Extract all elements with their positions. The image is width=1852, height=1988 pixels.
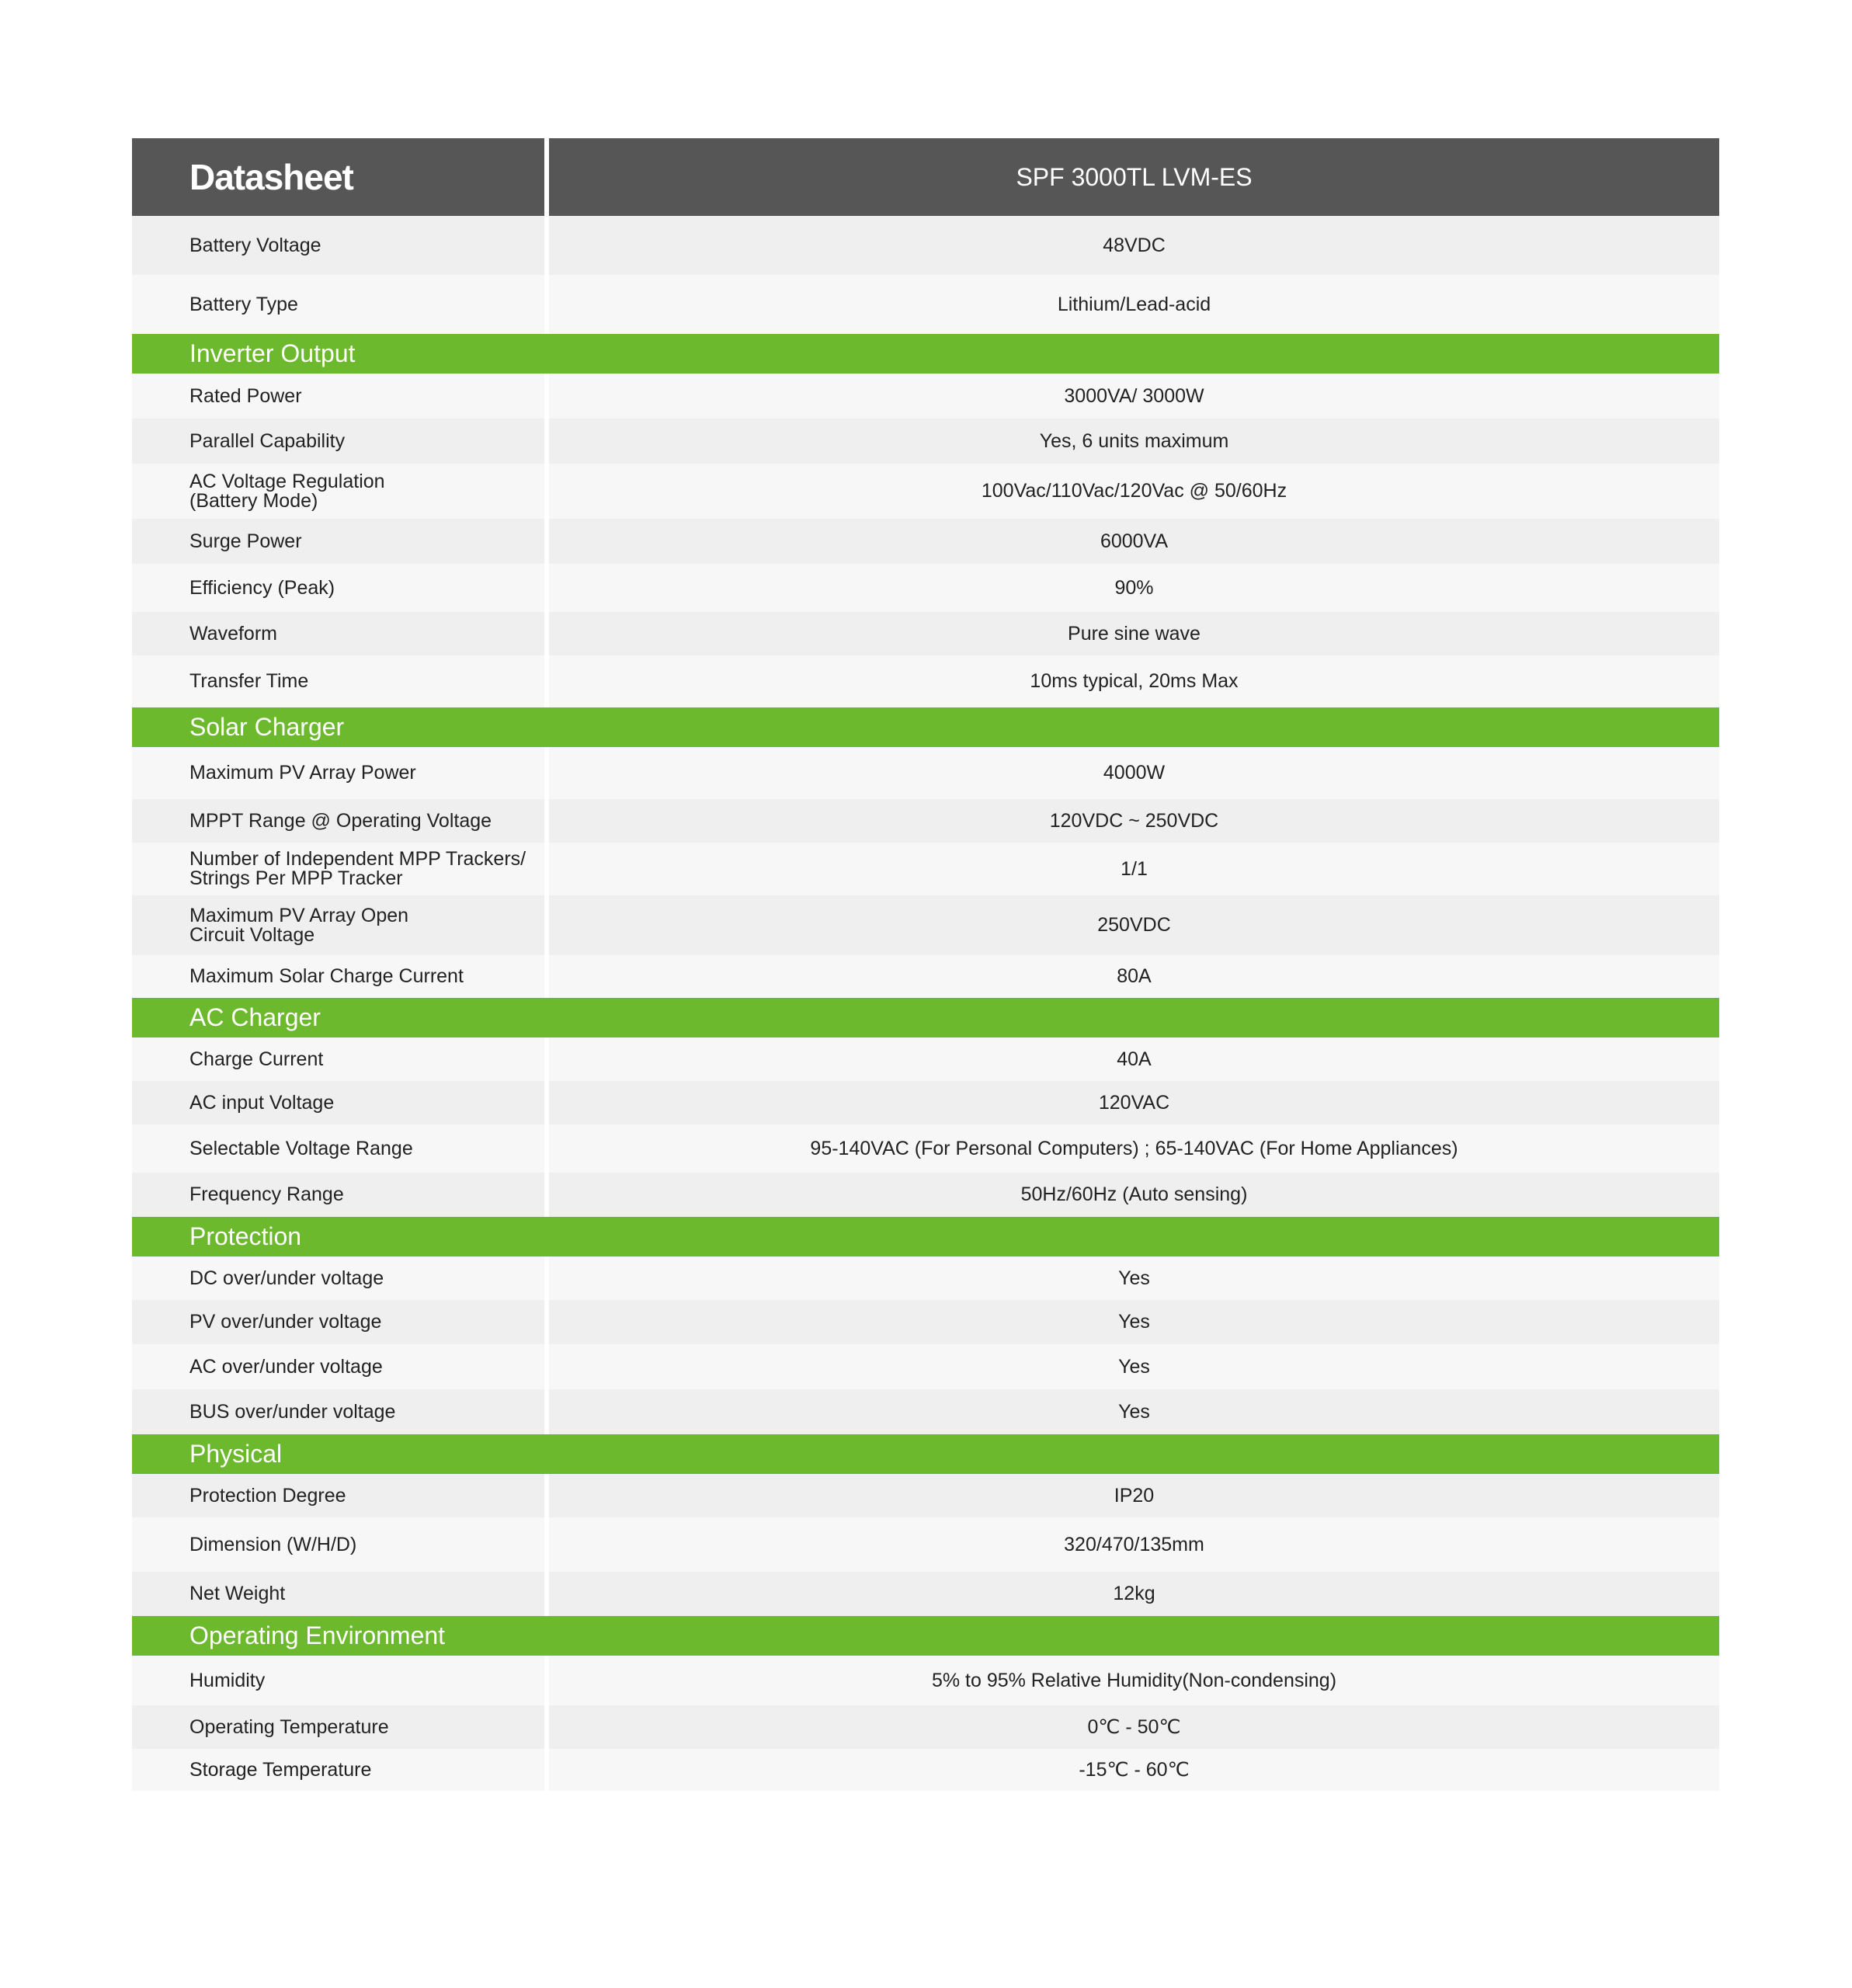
row-label: Waveform — [189, 622, 277, 645]
row-label: Surge Power — [189, 530, 302, 552]
row-label-line-2: Circuit Voltage — [189, 923, 315, 946]
row-value: 120VAC — [544, 1081, 1719, 1124]
row-value: Yes — [544, 1389, 1719, 1434]
row-label: Frequency Range — [189, 1183, 344, 1205]
table-row — [132, 1124, 1719, 1173]
row-value: Yes — [544, 1344, 1719, 1389]
row-value: -15℃ - 60℃ — [544, 1749, 1719, 1791]
table-row — [132, 799, 1719, 843]
row-value: 50Hz/60Hz (Auto sensing) — [544, 1173, 1719, 1217]
row-label-line-2: (Battery Mode) — [189, 489, 318, 512]
table-row — [132, 955, 1719, 998]
section-header-ac-charger: AC Charger — [132, 998, 1719, 1037]
section-header-physical: Physical — [132, 1434, 1719, 1474]
datasheet-table — [132, 138, 1719, 1791]
row-label: Maximum PV Array Power — [189, 762, 416, 784]
row-value: Yes, 6 units maximum — [544, 419, 1719, 464]
row-label: Selectable Voltage Range — [189, 1137, 413, 1159]
row-label: AC input Voltage — [189, 1091, 335, 1114]
row-label — [132, 843, 544, 895]
row-label: Net Weight — [189, 1583, 286, 1604]
table-row — [132, 519, 1719, 564]
row-label: BUS over/under voltage — [189, 1400, 396, 1423]
row-value: Pure sine wave — [544, 612, 1719, 655]
row-value: 4000W — [544, 747, 1719, 799]
table-row — [132, 843, 1719, 895]
row-value: 0℃ - 50℃ — [544, 1705, 1719, 1749]
row-value: 100Vac/110Vac/120Vac @ 50/60Hz — [544, 464, 1719, 519]
row-label-line-2: Strings Per MPP Tracker — [189, 867, 403, 889]
table-row — [132, 895, 1719, 955]
row-value: 3000VA/ 3000W — [544, 374, 1719, 419]
row-value: 48VDC — [544, 216, 1719, 275]
row-value: 5% to 95% Relative Humidity(Non-condensing) — [544, 1656, 1719, 1705]
row-value: 6000VA — [544, 519, 1719, 564]
row-label: AC over/under voltage — [189, 1355, 383, 1378]
table-row — [132, 1081, 1719, 1124]
table-row — [132, 216, 1719, 275]
row-value: 10ms typical, 20ms Max — [544, 655, 1719, 707]
row-label: Battery Type — [189, 293, 298, 315]
table-row — [132, 1517, 1719, 1572]
row-label — [132, 895, 544, 955]
table-row — [132, 1300, 1719, 1344]
datasheet-title: Datasheet — [189, 157, 353, 197]
row-label — [132, 464, 544, 519]
row-value: Yes — [544, 1300, 1719, 1344]
row-label: Charge Current — [189, 1048, 324, 1070]
row-label: PV over/under voltage — [189, 1311, 382, 1333]
table-row — [132, 1173, 1719, 1217]
row-value: 40A — [544, 1037, 1719, 1081]
row-label: Dimension (W/H/D) — [189, 1533, 357, 1555]
row-label-line-1: Number of Independent MPP Trackers/ — [189, 848, 526, 870]
model-name: SPF 3000TL LVM-ES — [544, 138, 1719, 216]
table-row — [132, 464, 1719, 519]
table-row — [132, 275, 1719, 334]
row-label: Protection Degree — [189, 1484, 346, 1507]
table-row — [132, 419, 1719, 464]
section-header-inverter-output: Inverter Output — [132, 334, 1719, 374]
table-row — [132, 612, 1719, 655]
table-row — [132, 564, 1719, 612]
table-row — [132, 374, 1719, 419]
table-row — [132, 1474, 1719, 1517]
table-row — [132, 655, 1719, 707]
table-row — [132, 1389, 1719, 1434]
row-value: Yes — [544, 1256, 1719, 1300]
row-label: Maximum Solar Charge Current — [189, 965, 464, 987]
table-row — [132, 1749, 1719, 1791]
table-row — [132, 1256, 1719, 1300]
row-label: Transfer Time — [189, 670, 309, 692]
row-label: Rated Power — [189, 384, 302, 407]
row-label-line-1: AC Voltage Regulation — [189, 470, 385, 492]
row-label: DC over/under voltage — [189, 1267, 384, 1289]
datasheet-header — [132, 138, 1719, 216]
row-value: 80A — [544, 955, 1719, 998]
row-label: Operating Temperature — [189, 1715, 389, 1738]
section-header-protection: Protection — [132, 1217, 1719, 1256]
row-value: 12kg — [544, 1572, 1719, 1616]
row-label: MPPT Range @ Operating Voltage — [189, 809, 492, 832]
row-value: Lithium/Lead-acid — [544, 275, 1719, 334]
section-header-solar-charger: Solar Charger — [132, 707, 1719, 747]
row-label: Battery Voltage — [189, 234, 321, 256]
row-value: 120VDC ~ 250VDC — [544, 799, 1719, 843]
row-label-line-1: Maximum PV Array Open — [189, 904, 409, 926]
row-value: 95-140VAC (For Personal Computers) ; 65-140VAC (For Home Appliances) — [544, 1124, 1719, 1173]
section-header-operating-environment: Operating Environment — [132, 1616, 1719, 1656]
row-value: 320/470/135mm — [544, 1517, 1719, 1572]
table-row — [132, 1344, 1719, 1389]
row-label: Efficiency (Peak) — [189, 576, 335, 599]
row-value: IP20 — [544, 1474, 1719, 1517]
table-row — [132, 1705, 1719, 1749]
row-label: Storage Temperature — [189, 1758, 372, 1781]
table-row — [132, 747, 1719, 799]
table-row — [132, 1037, 1719, 1081]
table-row — [132, 1656, 1719, 1705]
row-value: 90% — [544, 564, 1719, 612]
row-value: 1/1 — [544, 843, 1719, 895]
row-value: 250VDC — [544, 895, 1719, 955]
row-label: Parallel Capability — [189, 429, 346, 452]
row-label: Humidity — [189, 1669, 266, 1691]
table-row — [132, 1572, 1719, 1616]
